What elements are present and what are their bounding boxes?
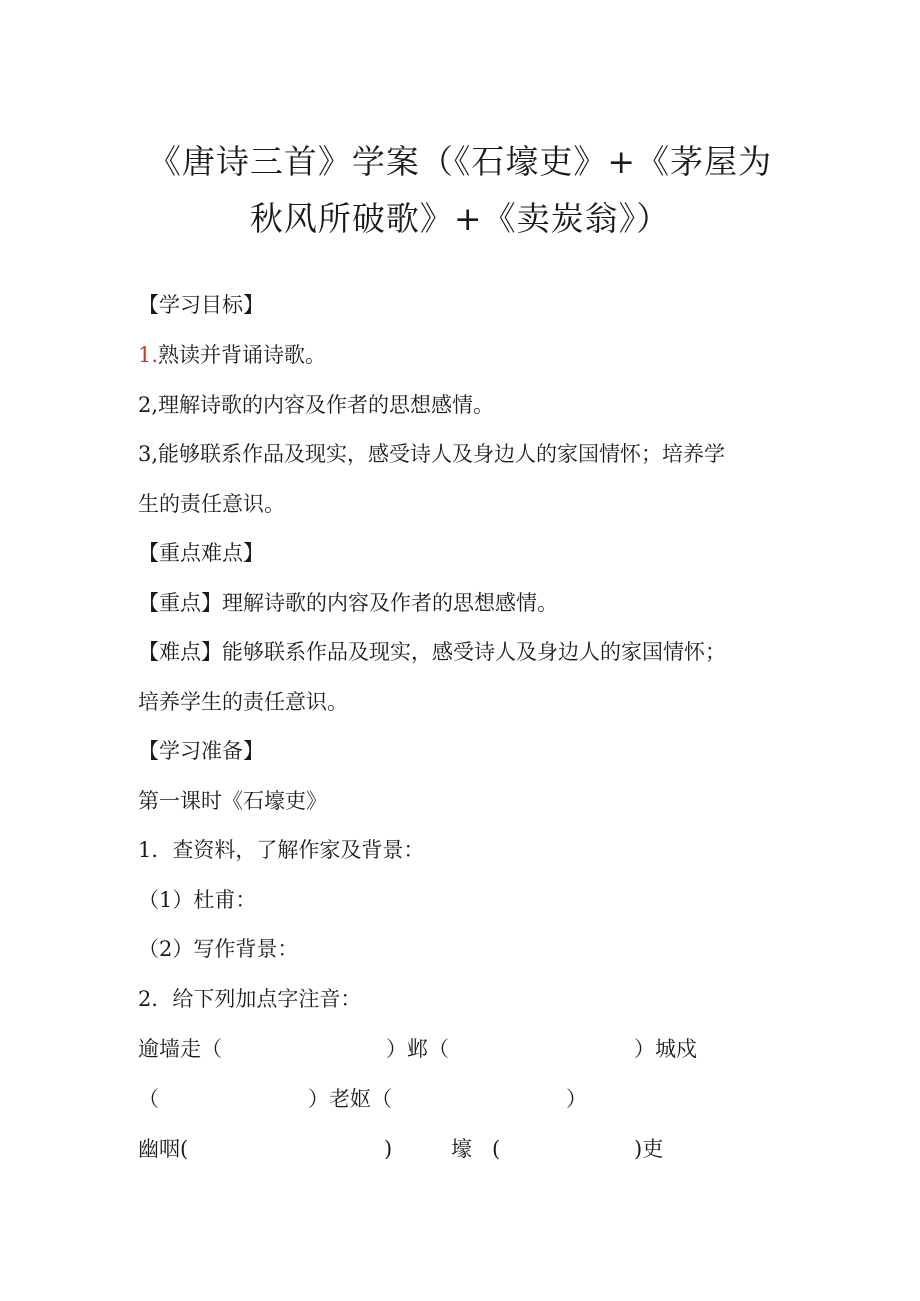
pinyin-row2-part-b: ）老妪（: [308, 1087, 392, 1111]
question-1: 1．查资料，了解作家及背景：: [138, 838, 425, 862]
document-title-line2: 秋风所破歌》+《卖炭翁》）: [249, 199, 671, 238]
objective-item-1-text: 熟读并背诵诗歌。: [158, 343, 327, 367]
document-title-line1: 《唐诗三首》学案（《石壕吏》+《茅屋为: [147, 142, 773, 181]
objective-item-1-number: 1.: [138, 343, 159, 367]
pinyin-row3-part-e: )吏: [634, 1137, 664, 1161]
pinyin-row3-part-a: 幽咽(: [138, 1137, 189, 1161]
question-1-b: （2）写作背景：: [138, 937, 299, 961]
difficult-point-line1: 【难点】能够联系作品及现实，感受诗人及身边人的家国情怀；: [138, 640, 726, 664]
difficult-point-line2: 培养学生的责任意识。: [138, 690, 348, 714]
pinyin-row1-part-b: ）邺（: [386, 1037, 449, 1061]
key-points-heading: 【重点难点】: [138, 541, 264, 565]
pinyin-row3-part-c: 壕: [451, 1137, 472, 1161]
pinyin-row3-part-b: ): [384, 1137, 393, 1161]
lesson-title: 第一课时《石壕吏》: [138, 789, 327, 813]
key-point: 【重点】理解诗歌的内容及作者的思想感情。: [138, 591, 558, 615]
pinyin-row3-part-d: (: [492, 1137, 501, 1161]
question-2: 2．给下列加点字注音：: [138, 987, 362, 1011]
preparation-heading: 【学习准备】: [138, 739, 264, 763]
pinyin-row1-part-a: 逾墙走（: [138, 1037, 222, 1061]
pinyin-row2-part-c: ）: [566, 1087, 587, 1111]
question-1-a: （1）杜甫：: [138, 888, 257, 912]
objective-item-3-line2: 生的责任意识。: [138, 492, 285, 516]
objective-item-3-line1: 3,能够联系作品及现实，感受诗人及身边人的家国情怀；培养学: [138, 442, 726, 466]
objective-item-2: 2,理解诗歌的内容及作者的思想感情。: [138, 393, 495, 417]
objective-item-1: [138, 340, 326, 370]
objectives-heading: 【学习目标】: [138, 293, 264, 317]
pinyin-row1-part-c: ）城戍: [634, 1037, 697, 1061]
pinyin-row2-part-a: （: [138, 1087, 159, 1111]
